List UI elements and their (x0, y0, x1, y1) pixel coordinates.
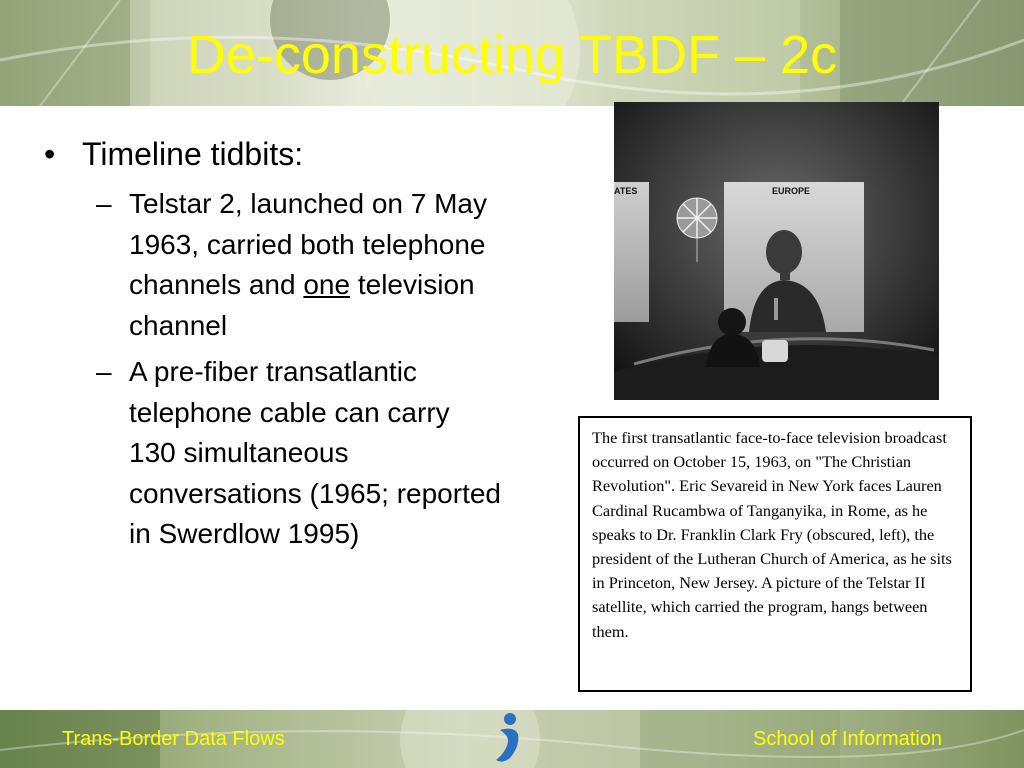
footer-school-name: School of Information (753, 728, 942, 750)
school-logo-icon (492, 712, 532, 766)
broadcast-photo-graphic (614, 102, 939, 400)
sub-bullet-text-end: television channel (129, 269, 475, 341)
sub-bullet-list (44, 184, 504, 555)
sub-bullet-telstar (96, 184, 504, 346)
underlined-word: one (303, 269, 351, 300)
broadcast-photo (614, 102, 939, 400)
bullet-item (44, 134, 504, 174)
screen-label-left: ATES (614, 186, 638, 196)
bullet-marker: • (44, 136, 56, 172)
sub-bullet-marker: – (96, 356, 112, 387)
header-band (0, 0, 1024, 106)
sub-bullet-marker: – (96, 188, 112, 219)
sub-bullet-cable (96, 352, 504, 555)
photo-caption: The first transatlantic face-to-face television broadcast occurred on October 15, 1963, on "The Christian Revolution". Eric Sevareid in New York faces Lauren Cardinal Rucambwa of Tanganyika, in Rome, as he speaks to Dr. Franklin Clark Fry (obscured, left), the president of the Lutheran Church of America, as he sits in Princeton, New Jersey. A picture of the Telstar II satellite, which carried the program, hangs between them. (578, 416, 972, 692)
slide-title: De-constructing TBDF – 2c (186, 25, 838, 85)
footer-course-title: Trans-Border Data Flows (62, 728, 285, 750)
screen-label-right: EUROPE (772, 186, 811, 196)
bullet-list (44, 134, 504, 561)
bullet-text: Timeline tidbits: (82, 136, 304, 172)
sub-bullet-text: Telstar 2, launched on 7 May 1963, carried both telephone channels and (129, 188, 487, 300)
sub-bullet-text: A pre-fiber transatlantic telephone cable can carry 130 simultaneous conversations (1965; reported in Swerdlow 1995) (129, 356, 501, 549)
